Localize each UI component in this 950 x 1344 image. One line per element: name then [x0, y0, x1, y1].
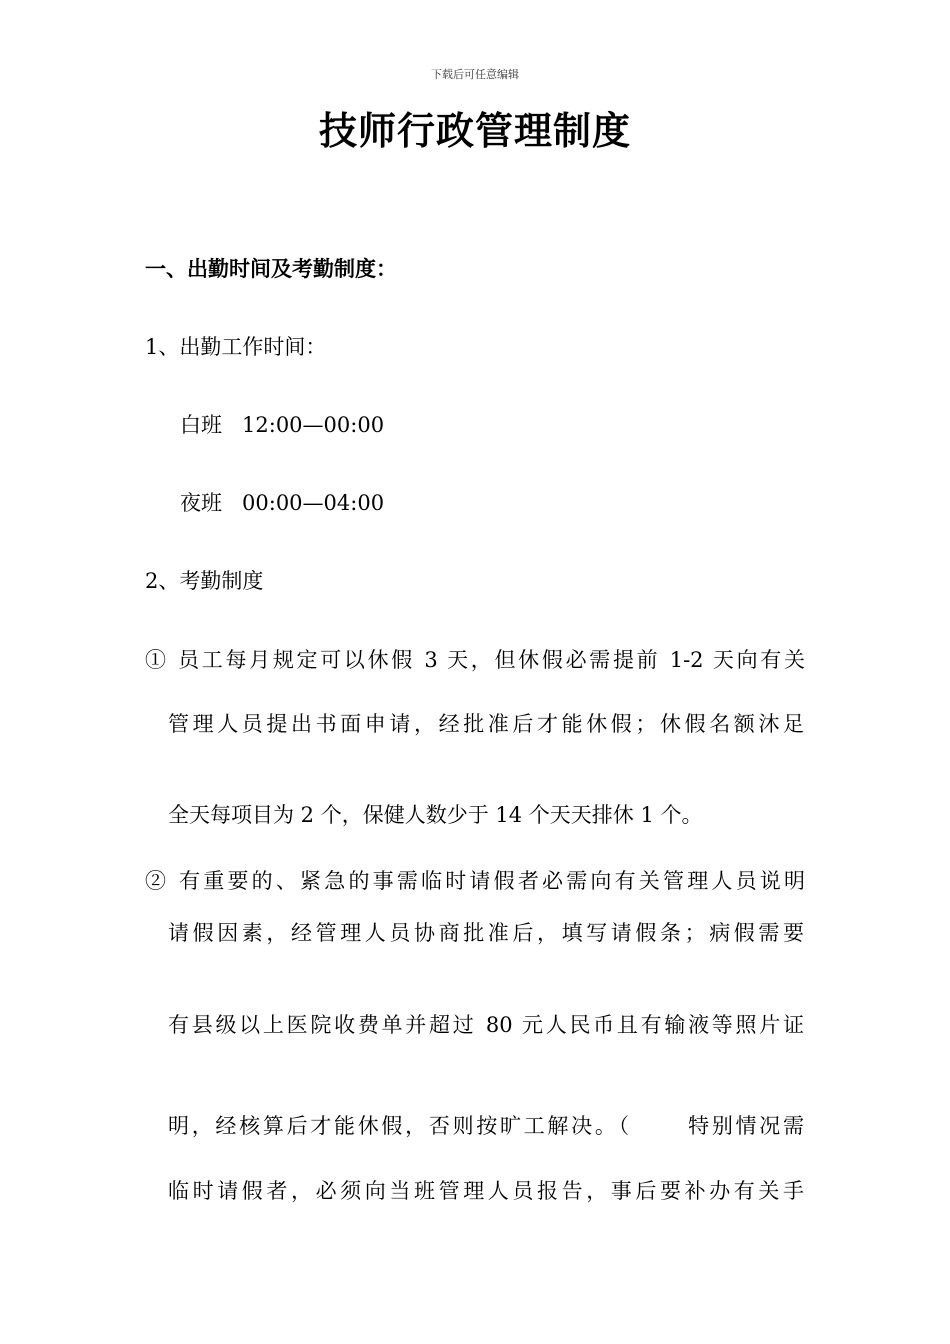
document-title: 技师行政管理制度: [318, 109, 631, 153]
item-1-label: 1、出勤工作时间：: [145, 335, 327, 359]
section-heading: 一、出勤时间及考勤制度：: [145, 257, 397, 281]
rule-2-line: 请假因素，经管理人员协商批准后，填写请假条；病假需要: [168, 921, 804, 945]
rule-1-line: 管理人员提出书面申请，经批准后才能休假；休假名额沐足: [168, 712, 804, 736]
rule-2-line: 明，经核算后才能休假，否则按旷工解决。（ 特别情况需: [168, 1114, 804, 1138]
header-note: 下载后可任意编辑: [431, 68, 519, 81]
rule-1-line: ① 员工每月规定可以休假 3 天，但休假必需提前 1-2 天向有关: [145, 648, 805, 672]
night-shift-line: 夜班 00:00—04:00: [180, 491, 385, 515]
item-2-label: 2、考勤制度: [145, 569, 264, 593]
rule-1-line: 全天每项目为 2 个，保健人数少于 14 个天天排休 1 个。: [168, 803, 703, 827]
rule-2-line: ② 有重要的、紧急的事需临时请假者必需向有关管理人员说明: [145, 869, 805, 893]
day-shift-line: 白班 12:00—00:00: [180, 413, 385, 437]
rule-2-line: 有县级以上医院收费单并超过 80 元人民币且有输液等照片证: [168, 1013, 804, 1037]
rule-2-line: 临时请假者，必须向当班管理人员报告，事后要补办有关手: [168, 1179, 804, 1203]
